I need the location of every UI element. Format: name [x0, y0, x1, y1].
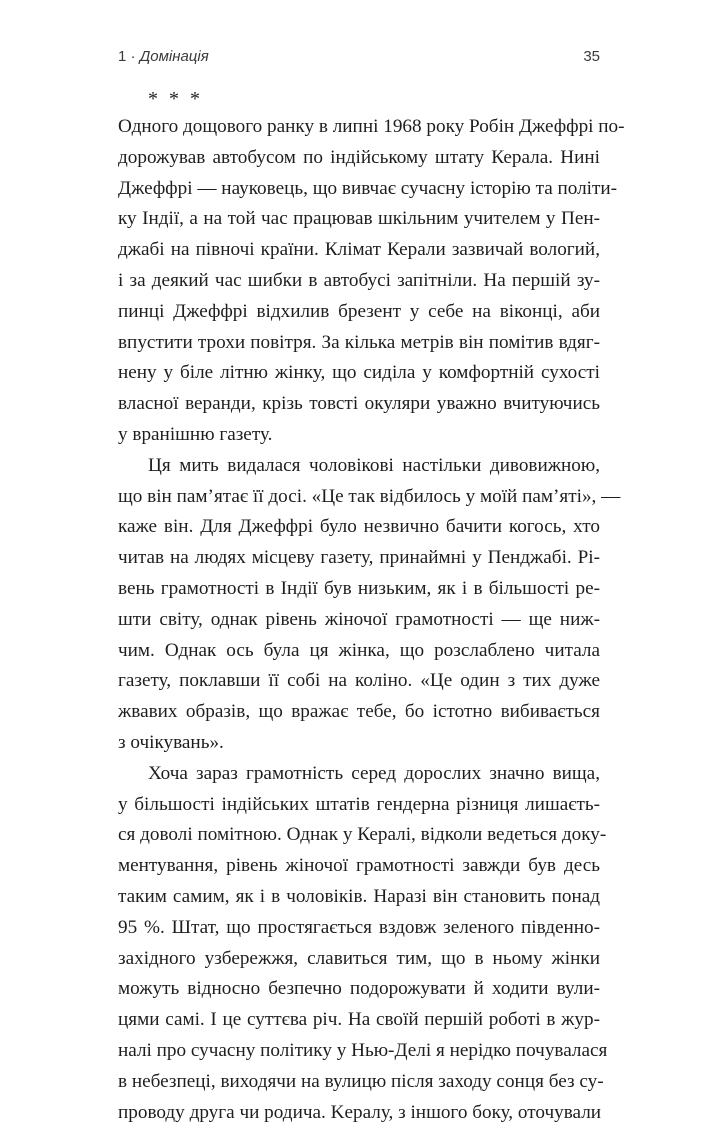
text-line: в небезпеці, виходячи на вулицю після заходу сонця без су-: [118, 1067, 600, 1098]
text-line: читав на людях місцеву газету, принаймні у Пенджабі. Рі-: [118, 543, 600, 574]
chapter-separator: ·: [131, 48, 136, 65]
body-text: [118, 112, 600, 1128]
running-head: [118, 48, 209, 65]
text-line: можуть відносно безпечно подорожувати й ходити вули-: [118, 974, 600, 1005]
text-line: жвавих образів, що вражає тебе, бо істотно вибивається: [118, 697, 600, 728]
text-line: ментування, рівень жіночої грамотності завжди був десь: [118, 851, 600, 882]
text-line: шти світу, однак рівень жіночої грамотності — ще ниж-: [118, 605, 600, 636]
text-line: вень грамотності в Індії був низьким, як і в більшості ре-: [118, 574, 600, 605]
text-line: ся доволі помітною. Однак у Кералі, відколи ведеться доку-: [118, 820, 600, 851]
text-line: чим. Однак ось була ця жінка, що розслаблено читала: [118, 636, 600, 667]
text-line: власної веранди, крізь товсті окуляри уважно вчитуючись: [118, 389, 600, 420]
text-line: Хоча зараз грамотність серед дорослих значно вища,: [118, 759, 600, 790]
text-line: каже він. Для Джеффрі було незвично бачити когось, хто: [118, 512, 600, 543]
text-line: і за деякий час шибки в автобусі запітніли. На першій зу-: [118, 266, 600, 297]
text-line: 95 %. Штат, що простягається вздовж зеленого південно-: [118, 913, 600, 944]
chapter-number: 1: [118, 48, 126, 65]
text-line: Одного дощового ранку в липні 1968 року Робін Джеффрі по-: [118, 112, 600, 143]
paragraph: [118, 759, 600, 1128]
text-line: пинці Джеффрі відхилив брезент у себе на віконці, аби: [118, 297, 600, 328]
section-separator: * * *: [148, 88, 203, 111]
paragraph: [118, 451, 600, 759]
text-line: цями самі. І це суттєва річ. На своїй першій роботі в жур-: [118, 1005, 600, 1036]
text-line: проводу друга чи родича. Keралу, з іншого боку, оточували: [118, 1098, 600, 1128]
text-line: що він пам’ятає її досі. «Це так відбилось у моїй пам’яті», —: [118, 482, 600, 513]
text-line: Джеффрі — науковець, що вивчає сучасну історію та політи-: [118, 174, 600, 205]
text-line: дорожував автобусом по індійському штату Керала. Нині: [118, 143, 600, 174]
text-line: ку Індії, а на той час працював шкільним учителем у Пен-: [118, 204, 600, 235]
text-line: Ця мить видалася чоловікові настільки дивовижною,: [118, 451, 600, 482]
text-line: таким самим, як і в чоловіків. Наразі він становить понад: [118, 882, 600, 913]
text-line: з очікувань».: [118, 728, 600, 759]
text-line: західного узбережжя, славиться тим, що в ньому жінки: [118, 944, 600, 975]
page-number: 35: [583, 48, 600, 65]
text-line: джабі на півночі країни. Клімат Керали зазвичай вологий,: [118, 235, 600, 266]
text-line: налі про сучасну політику у Нью-Делі я нерідко почувалася: [118, 1036, 600, 1067]
text-line: нену у біле літню жінку, що сиділа у комфортній сухості: [118, 358, 600, 389]
chapter-title: Домінація: [140, 48, 209, 65]
text-line: газету, поклавши її собі на коліно. «Це один з тих дуже: [118, 666, 600, 697]
text-line: у більшості індійських штатів гендерна різниця лишаєть-: [118, 790, 600, 821]
paragraph: [118, 112, 600, 451]
text-line: у вранішню газету.: [118, 420, 600, 451]
text-line: впустити трохи повітря. За кілька метрів він помітив вдяг-: [118, 328, 600, 359]
